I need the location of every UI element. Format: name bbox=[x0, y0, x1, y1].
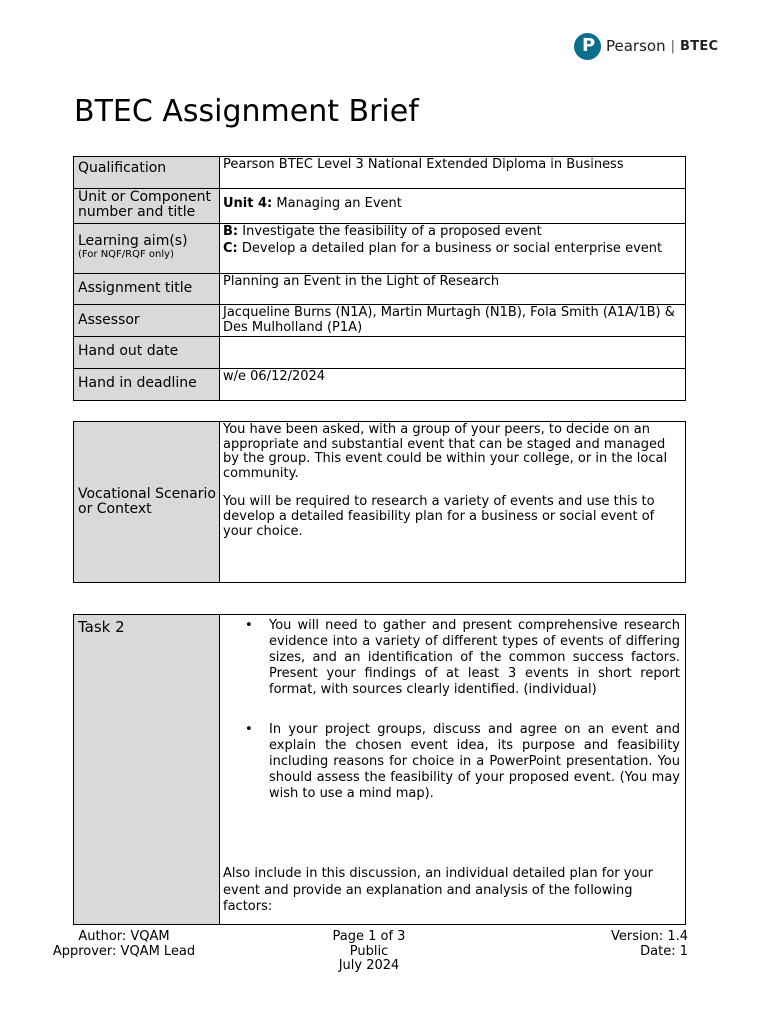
learning-aims-label: Learning aim(s) bbox=[78, 233, 188, 249]
task-bullet-1: • You will need to gather and present comprehensive research evidence into a variety of different types of events of differing sizes, and an identification of the common success factors. Present your findings of at least 3 events in short report format, with sources clearly identified. (individual) bbox=[220, 618, 685, 698]
task-table bbox=[73, 614, 686, 925]
task-bullet-list bbox=[220, 618, 685, 802]
footer-left bbox=[49, 930, 199, 959]
footer-right bbox=[560, 930, 688, 959]
learning-aims-note: (For NQF/RQF only) bbox=[78, 249, 174, 260]
deadline-row bbox=[74, 369, 686, 401]
footer-date-label: Date: 1 bbox=[640, 943, 688, 959]
context-paragraph-2: You will be required to research a variety of events and use this to develop a detailed feasibility plan for a business or social event of your choice. bbox=[223, 494, 655, 539]
learning-aim-b: B: Investigate the feasibility of a proposed event bbox=[223, 224, 542, 239]
task-label: Task 2 bbox=[78, 618, 125, 636]
logo-brand: Pearson bbox=[606, 37, 666, 55]
handout-value bbox=[220, 337, 685, 338]
context-row bbox=[74, 422, 686, 583]
qualification-row bbox=[74, 157, 686, 189]
footer-author: Author: VQAM bbox=[78, 929, 170, 944]
unit-value: Unit 4: Managing an Event bbox=[223, 196, 402, 211]
logo-separator: | bbox=[670, 38, 675, 54]
task-closing-text: Also include in this discussion, an individual detailed plan for your event and provide an explanation and analysis of the following factors: bbox=[223, 866, 653, 914]
footer-version: Version: 1.4 bbox=[611, 929, 688, 944]
handout-label: Hand out date bbox=[78, 343, 179, 359]
pearson-logo-icon: P bbox=[574, 33, 601, 60]
deadline-value: w/e 06/12/2024 bbox=[223, 369, 326, 384]
qualification-label: Qualification bbox=[78, 160, 167, 176]
learning-aim-c: C: Develop a detailed plan for a business or social enterprise event bbox=[223, 240, 663, 256]
assignment-title-value: Planning an Event in the Light of Research bbox=[223, 274, 500, 289]
logo-sub: BTEC bbox=[680, 38, 719, 54]
qualification-value: Pearson BTEC Level 3 National Extended Diploma in Business bbox=[223, 157, 624, 172]
assessor-value: Jacqueline Burns (N1A), Martin Murtagh (N1B), Fola Smith (A1A/1B) & Des Mulholland (P1A) bbox=[223, 305, 675, 335]
context-paragraph-1: You have been asked, with a group of your peers, to decide on an appropriate and substantial event that can be staged and managed by the group. This event could be within your college, or in the local community. bbox=[223, 422, 668, 481]
footer-classification: Public bbox=[349, 943, 389, 959]
unit-label: Unit or Component number and title bbox=[78, 189, 211, 220]
footer-page-number: Page 1 of 3 bbox=[332, 929, 406, 944]
task-bullet-2: • In your project groups, discuss and agree on an event and explain the chosen event idea, its purpose and feasibility including reasons for choice in a PowerPoint presentation. You should assess the feasibility of your proposed event. (You may wish to use a mind map). bbox=[220, 722, 685, 802]
learning-aims-row bbox=[74, 224, 686, 274]
task-row bbox=[74, 615, 686, 925]
assignment-title-row bbox=[74, 274, 686, 305]
context-label: Vocational Scenario or Context bbox=[78, 486, 216, 517]
assessor-label: Assessor bbox=[78, 312, 140, 328]
page-title: BTEC Assignment Brief bbox=[74, 94, 419, 129]
pearson-btec-logo bbox=[574, 31, 718, 61]
footer-approver: Approver: VQAM Lead bbox=[52, 943, 196, 959]
assignment-title-label: Assignment title bbox=[78, 280, 193, 296]
footer-center bbox=[294, 930, 444, 974]
deadline-label: Hand in deadline bbox=[78, 375, 197, 391]
assessor-row bbox=[74, 305, 686, 337]
footer-date: July 2024 bbox=[338, 958, 400, 973]
assignment-info-table bbox=[73, 156, 686, 401]
handout-row bbox=[74, 337, 686, 369]
unit-row bbox=[74, 189, 686, 224]
context-table bbox=[73, 421, 686, 583]
